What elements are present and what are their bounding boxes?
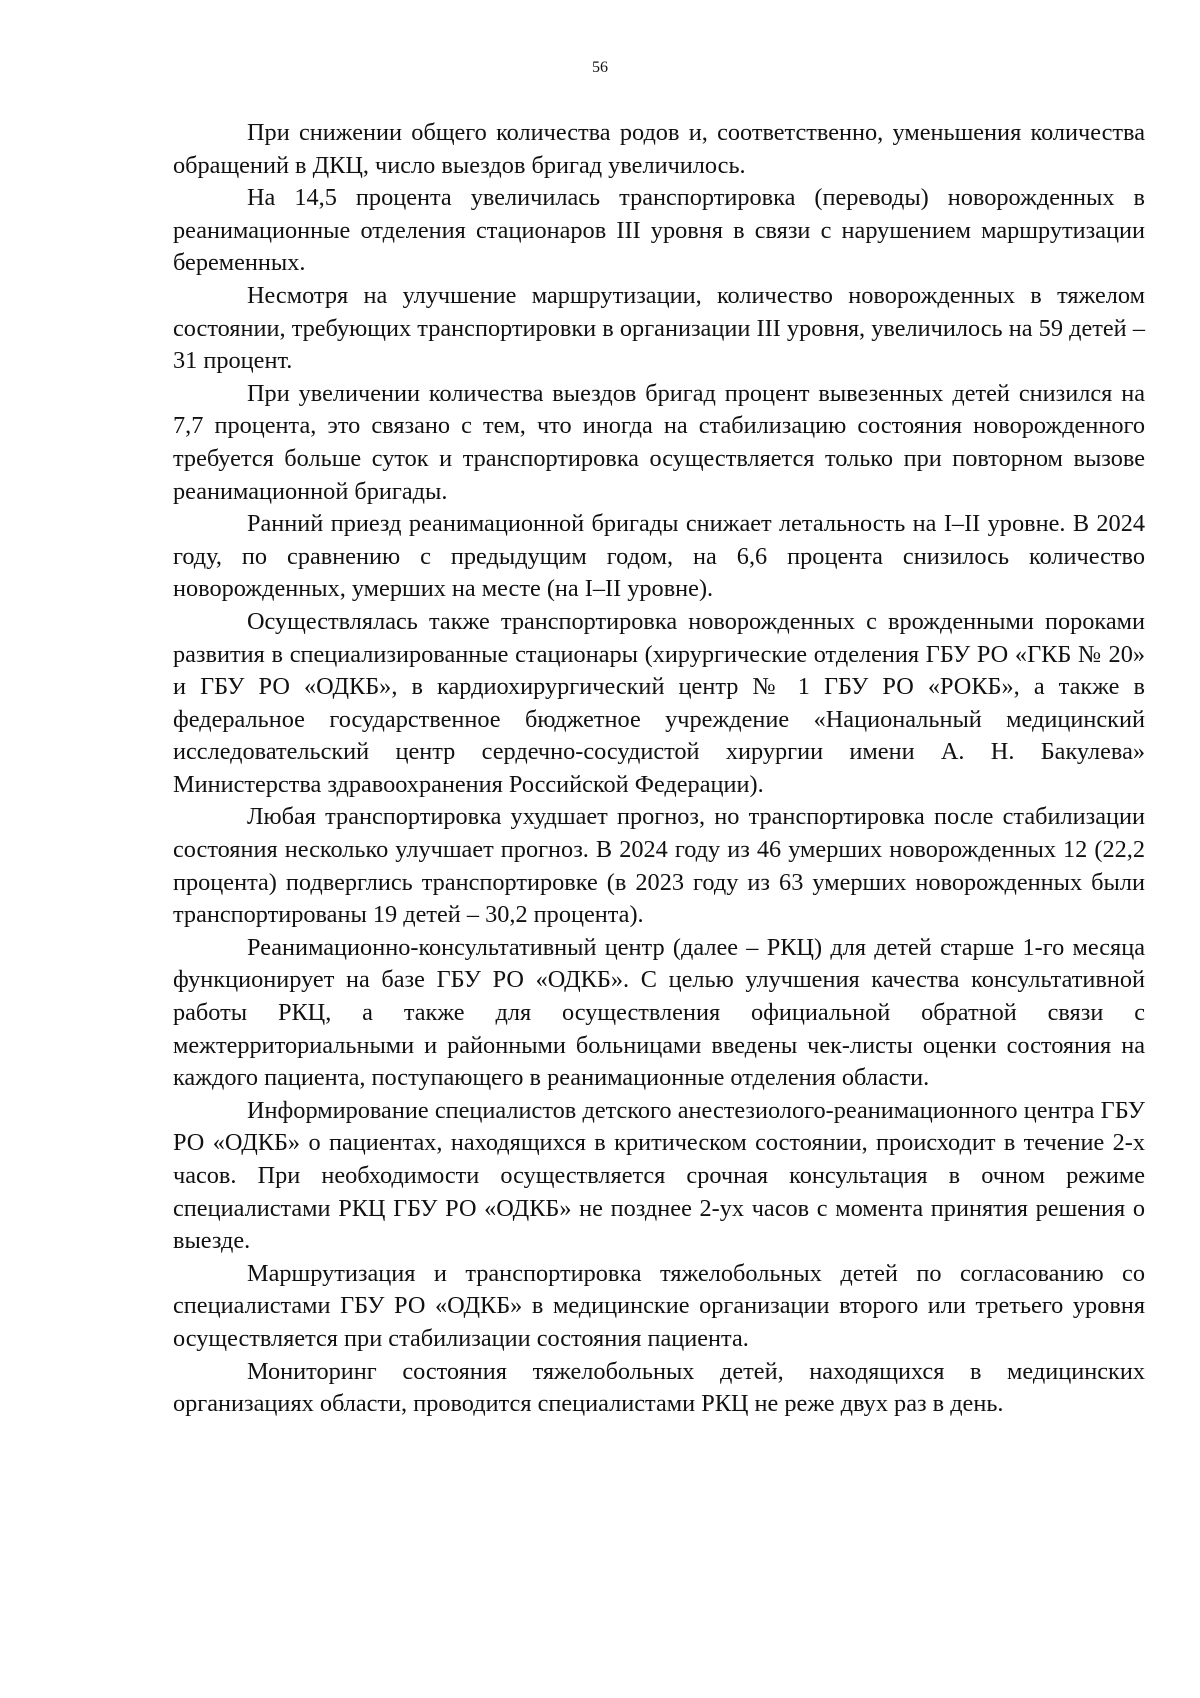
paragraph: Реанимационно-консультативный центр (далее – РКЦ) для детей старше 1-го месяца функционирует на базе ГБУ РО «ОДКБ». С целью улучшения качества консультативной работы РКЦ, а также для осуществления официальной обратной связи с межтерриториальными и районными больницами введены чек-листы оценки состояния на каждого пациента, поступающего в реанимационные отделения области. <box>173 933 1145 1092</box>
paragraph: Мониторинг состояния тяжелобольных детей, находящихся в медицинских организациях области, проводится специалистами РКЦ не реже двух раз в день. <box>173 1357 1145 1418</box>
page-number: 56 <box>592 59 608 76</box>
paragraph: Маршрутизация и транспортировка тяжелобольных детей по согласованию со специалистами ГБУ РО «ОДКБ» в медицинские организации второго или третьего уровня осуществляется при стабилизации состояния пациента. <box>173 1259 1145 1352</box>
paragraph: На 14,5 процента увеличилась транспортировка (переводы) новорожденных в реанимационные отделения стационаров III уровня в связи с нарушением маршрутизации беременных. <box>173 184 1145 277</box>
document-body <box>173 117 1145 1421</box>
paragraph: Ранний приезд реанимационной бригады снижает летальность на I–II уровне. В 2024 году, по сравнению с предыдущим годом, на 6,6 процента снизилось количество новорожденных, умерших на месте (на I–II уровне). <box>173 510 1145 603</box>
paragraph: При увеличении количества выездов бригад процент вывезенных детей снизился на 7,7 процента, это связано с тем, что иногда на стабилизацию состояния новорожденного требуется больше суток и транспортировка осуществляется только при повторном вызове реанимационной бригады. <box>173 379 1145 505</box>
paragraph: Информирование специалистов детского анестезиолого-реанимационного центра ГБУ РО «ОДКБ» о пациентах, находящихся в критическом состоянии, происходит в течение 2-х часов. При необходимости осуществляется срочная консультация в очном режиме специалистами РКЦ ГБУ РО «ОДКБ» не позднее 2-ух часов с момента принятия решения о выезде. <box>173 1096 1145 1255</box>
paragraph: Несмотря на улучшение маршрутизации, количество новорожденных в тяжелом состоянии, требующих транспортировки в организации III уровня, увеличилось на 59 детей – 31 процент. <box>173 281 1145 375</box>
paragraph: Любая транспортировка ухудшает прогноз, но транспортировка после стабилизации состояния несколько улучшает прогноз. В 2024 году из 46 умерших новорожденных 12 (22,2 процента) подверглись транспортировке (в 2023 году из 63 умерших новорожденных были транспортированы 19 детей – 30,2 процента). <box>173 803 1145 929</box>
paragraph: При снижении общего количества родов и, соответственно, уменьшения количества обращений в ДКЦ, число выездов бригад увеличилось. <box>173 119 1145 179</box>
paragraph: Осуществлялась также транспортировка новорожденных с врожденными пороками развития в специализированные стационары (хирургические отделения ГБУ РО «ГКБ № 20» и ГБУ РО «ОДКБ», в кардиохирургический центр № 1 ГБУ РО «РОКБ», а также в федеральное государственное бюджетное учреждение «Национальный медицинский исследовательский центр сердечно-сосудистой хирургии имени А. Н. Бакулева» Министерства здравоохранения Российской Федерации). <box>173 607 1145 798</box>
